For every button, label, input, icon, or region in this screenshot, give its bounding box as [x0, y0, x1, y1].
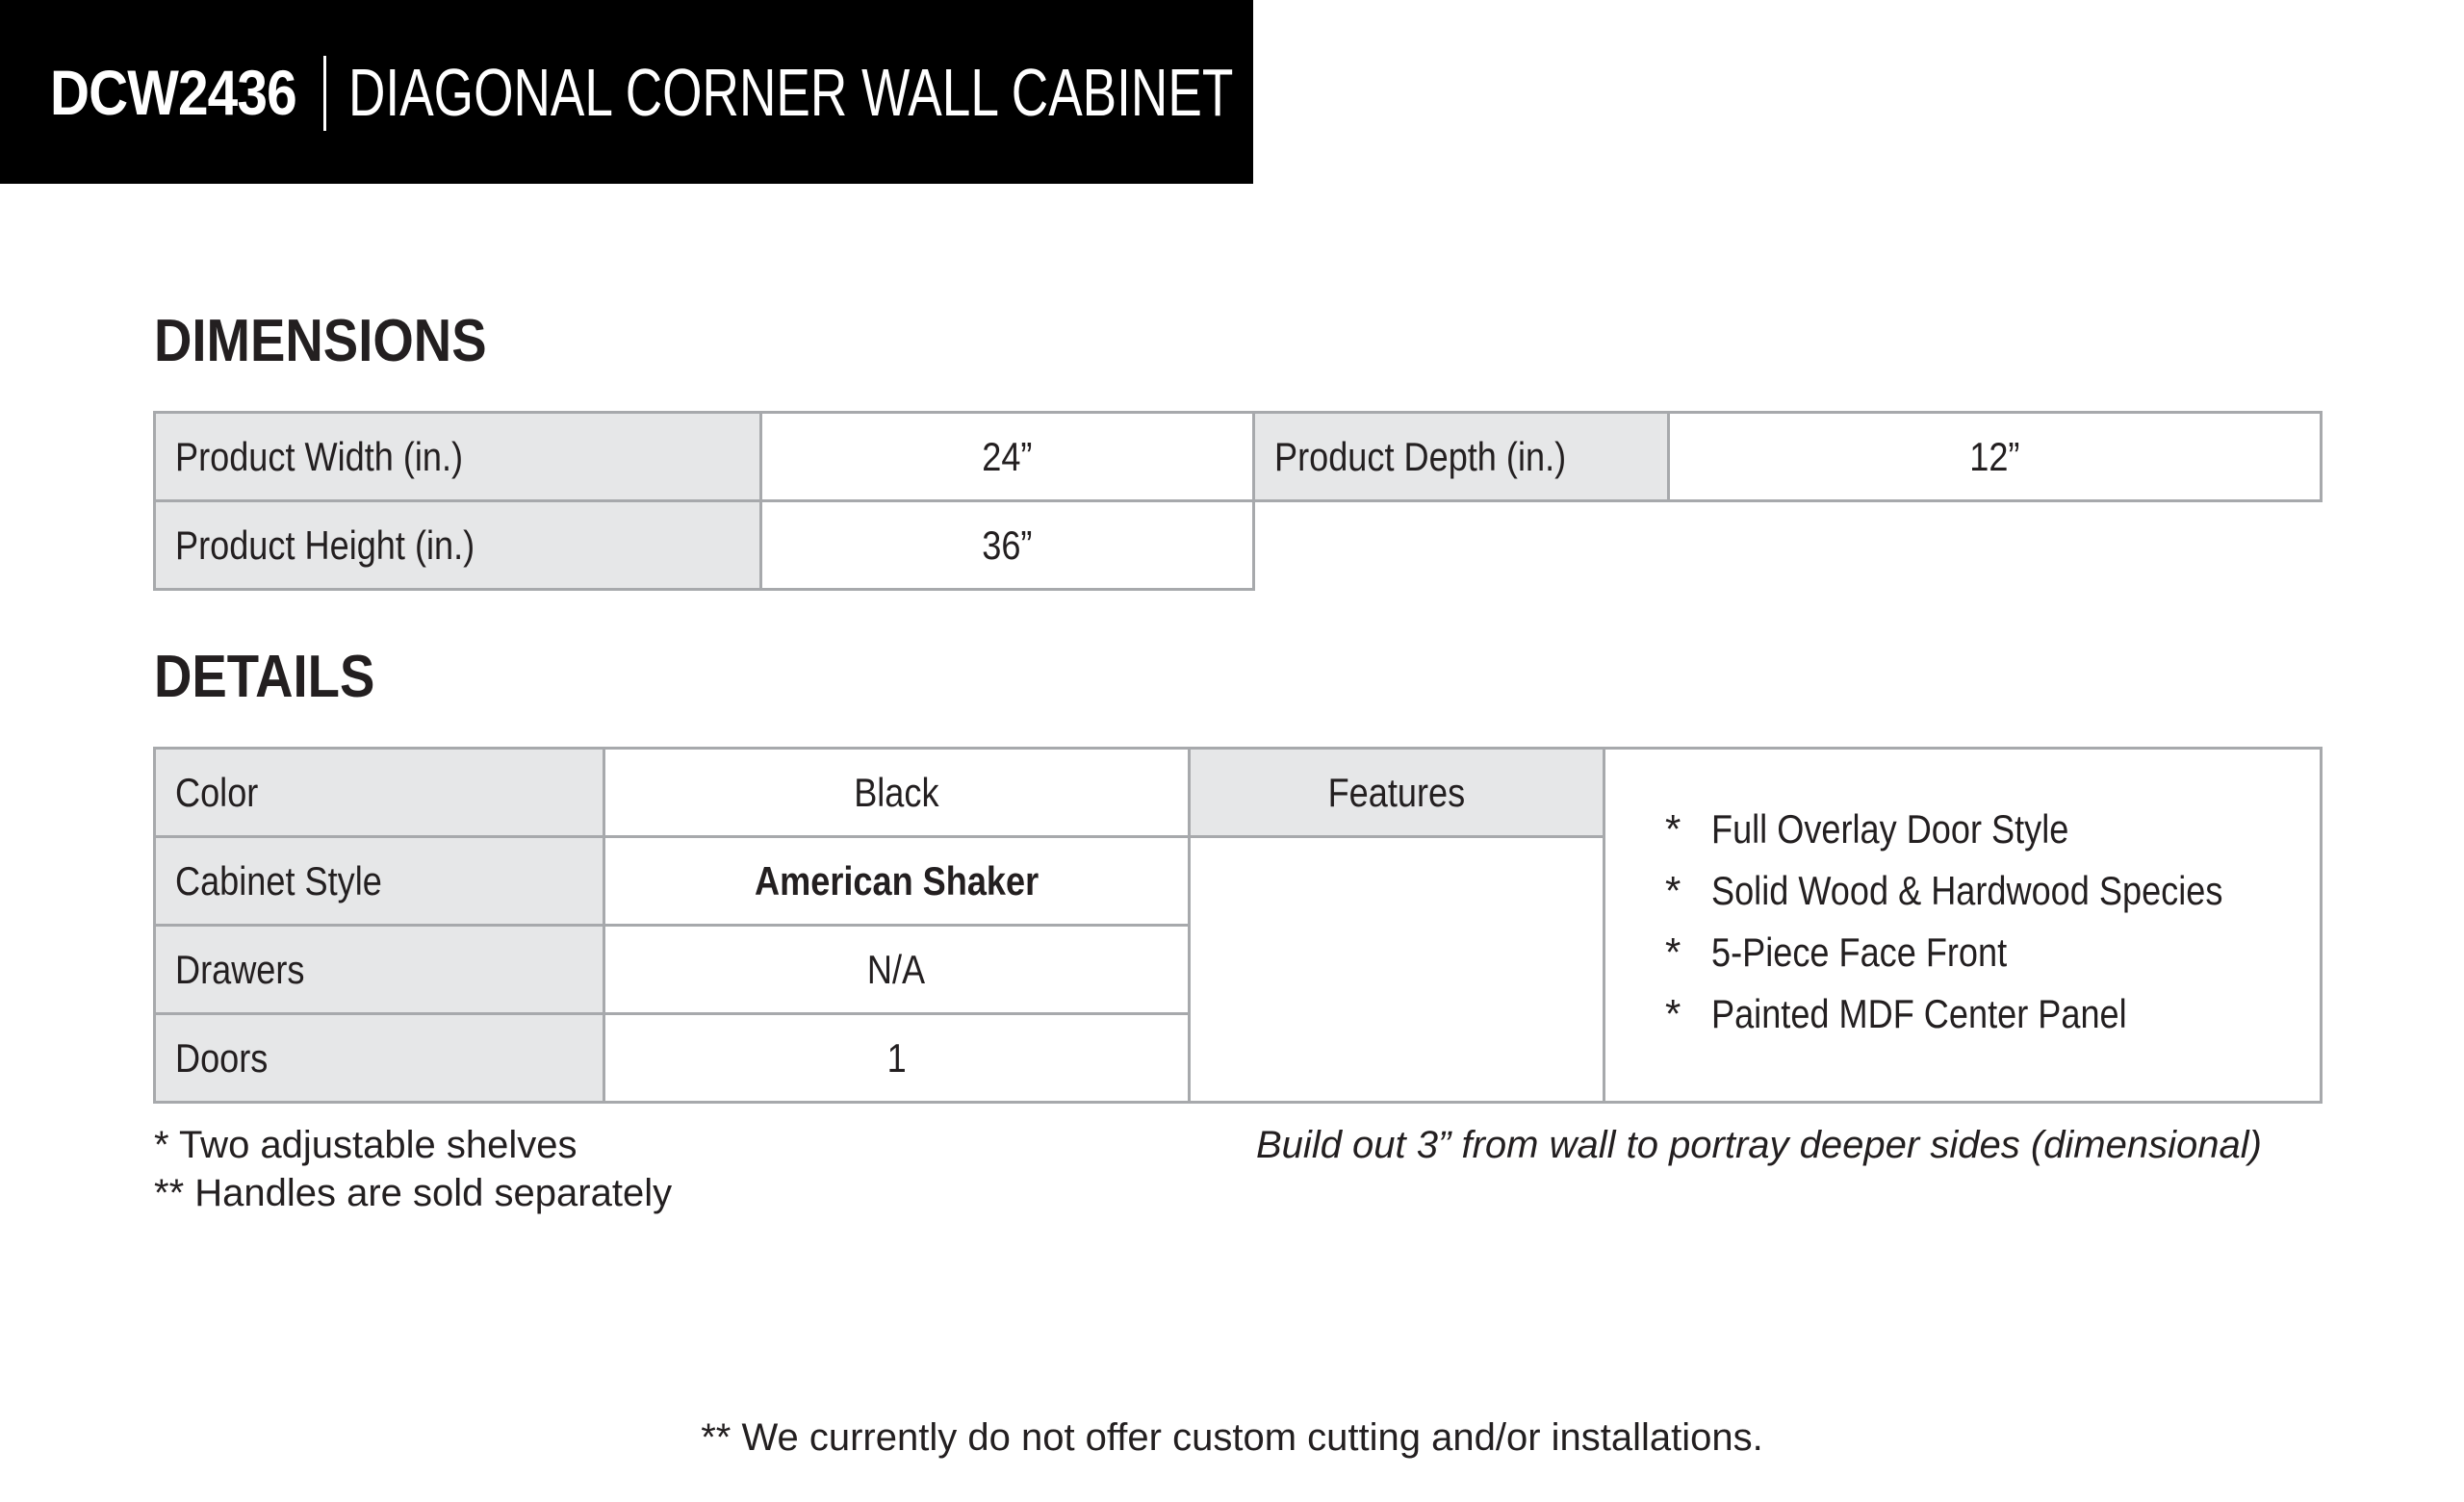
details-heading: DETAILS	[154, 644, 375, 710]
product-name: DIAGONAL CORNER WALL CABINET	[348, 55, 1234, 130]
depth-value-cell	[1667, 411, 2323, 502]
feature-bullet: *	[1665, 929, 1681, 975]
handles-note: ** Handles are sold separately	[154, 1172, 673, 1214]
doors-value-cell	[603, 1012, 1191, 1104]
feature-bullet: *	[1665, 806, 1681, 852]
drawers-value: N/A	[867, 946, 926, 992]
color-value: Black	[854, 769, 939, 815]
height-label: Product Height (in.)	[175, 522, 475, 568]
feature-text: Painted MDF Center Panel	[1711, 991, 2127, 1036]
color-value-cell	[603, 747, 1191, 838]
width-label-cell	[153, 411, 762, 502]
drawers-value-cell	[603, 924, 1191, 1015]
height-value-cell	[759, 499, 1255, 591]
doors-value: 1	[886, 1034, 907, 1081]
feature-bullet: *	[1665, 868, 1681, 913]
feature-text: Full Overlay Door Style	[1711, 806, 2069, 852]
drawers-label-cell	[153, 924, 605, 1015]
dimensions-heading: DIMENSIONS	[154, 308, 487, 374]
features-label: Features	[1327, 769, 1466, 815]
width-value-cell	[759, 411, 1255, 502]
title-banner	[0, 0, 1253, 184]
build-out-note: Build out 3” from wall to portray deeper sides (dimensional)	[1256, 1124, 2262, 1166]
feature-text: Solid Wood & Hardwood Species	[1711, 868, 2223, 913]
shelves-note: * Two adjustable shelves	[154, 1124, 578, 1166]
drawers-label: Drawers	[175, 946, 305, 992]
doors-label-cell	[153, 1012, 605, 1104]
feature-bullet: *	[1665, 991, 1681, 1036]
depth-label-cell	[1252, 411, 1670, 502]
width-label: Product Width (in.)	[175, 433, 464, 479]
color-label-cell	[153, 747, 605, 838]
width-value: 24”	[982, 433, 1033, 479]
height-label-cell	[153, 499, 762, 591]
cabinet-style-value-cell	[603, 835, 1191, 927]
cabinet-style-label-cell	[153, 835, 605, 927]
model-code: DCW2436	[50, 57, 296, 128]
doors-label: Doors	[175, 1034, 269, 1081]
depth-label: Product Depth (in.)	[1274, 433, 1567, 479]
height-value: 36”	[982, 522, 1033, 568]
footer-note: ** We currently do not offer custom cutting and/or installations.	[701, 1416, 1763, 1459]
cabinet-style-value: American Shaker	[754, 857, 1040, 904]
feature-text: 5-Piece Face Front	[1711, 929, 2008, 975]
features-label-cell	[1188, 747, 1605, 838]
features-spacer-cell	[1188, 835, 1605, 1104]
depth-value: 12”	[1969, 433, 2020, 479]
cabinet-style-label: Cabinet Style	[175, 857, 382, 904]
title-divider	[323, 56, 326, 131]
color-label: Color	[175, 769, 259, 815]
